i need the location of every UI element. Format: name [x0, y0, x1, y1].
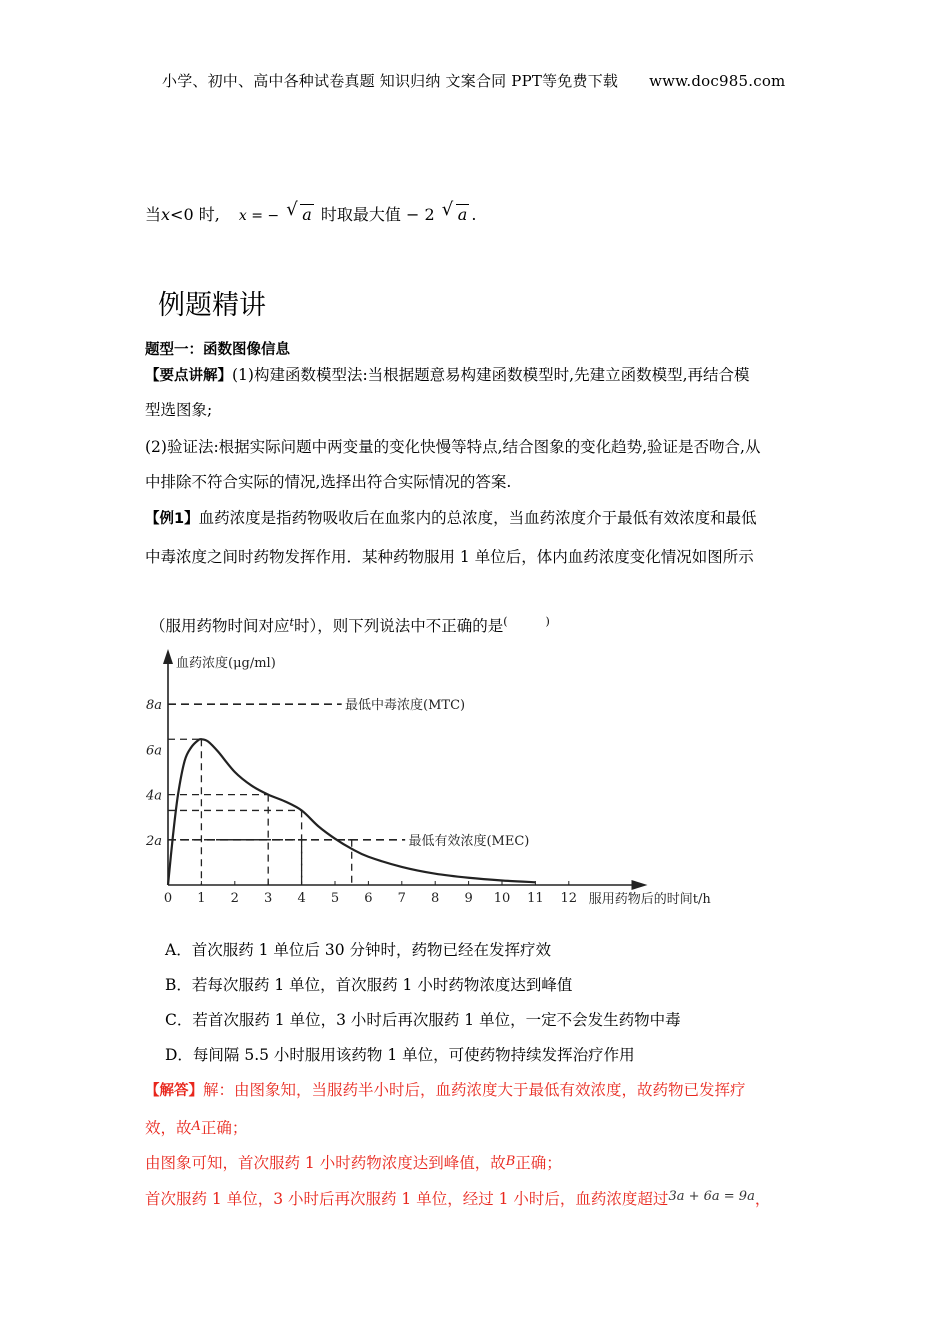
page-header — [162, 70, 785, 91]
section-title: 例题精讲 — [158, 290, 266, 321]
header-text: 小学、初中、高中各种试卷真题 知识归纳 文案合同 PPT等免费下载 — [162, 72, 619, 90]
formula-end: . — [471, 205, 477, 224]
example-tag: 【例1】 — [145, 511, 199, 527]
x-tick-label: 7 — [397, 891, 406, 906]
x-tick-label: 6 — [364, 891, 373, 906]
points-line-4: 中排除不符合实际的情况,选择出符合实际情况的答案. — [145, 473, 512, 491]
x-tick-label: 0 — [163, 891, 173, 906]
points-line-3: (2)验证法:根据实际问题中两变量的变化快慢等特点,结合图象的变化趋势,验证是否吻合,从 — [145, 438, 761, 456]
concentration-curve — [168, 739, 535, 885]
sqrt-a: √ a — [286, 205, 314, 224]
x-axis-arrow — [632, 880, 648, 890]
formula-text: 时取最大值 − 2 — [320, 205, 435, 224]
x-tick-label: 2 — [230, 891, 239, 906]
type-heading: 题型一：函数图像信息 — [145, 342, 290, 358]
option-d: D．每间隔 5.5 小时服用该药物 1 单位，可使药物持续发挥治疗作用 — [165, 1046, 635, 1064]
var-a: A — [191, 1119, 201, 1134]
x-tick-label: 12 — [560, 891, 578, 906]
formula-text: 当 — [145, 205, 162, 224]
sqrt-a-2: √ a — [442, 205, 470, 224]
x-tick-label: 8 — [431, 891, 440, 906]
formula-var: x — [161, 205, 171, 224]
paren-open: ( — [503, 615, 508, 628]
formula-eq: x = − — [238, 208, 280, 224]
example-line-2: 中毒浓度之间时药物发挥作用．某种药物服用 1 单位后，体内血药浓度变化情况如图所示 — [145, 548, 754, 566]
x-tick-label: 10 — [493, 891, 511, 906]
x-tick-label: 5 — [330, 891, 340, 906]
answer-line-4: 首次服药 1 单位，3 小时后再次服药 1 单位，经过 1 小时后，血药浓度超过$^{3a + 6a = 9a}$， — [145, 1189, 771, 1208]
example-line-3: （服用药物时间对应$^t$时），则下列说法中不正确的是( ) — [150, 615, 550, 635]
y-axis-arrow — [163, 649, 173, 664]
formula-text: <0 时, — [170, 205, 220, 224]
y-axis-label: 血药浓度(μg/ml) — [176, 656, 276, 671]
mtc-label: 最低中毒浓度(MTC) — [345, 698, 466, 714]
x-tick-label: 1 — [197, 891, 206, 906]
x-axis-label: 服用药物后的时间t/h — [588, 892, 711, 907]
points-line-2: 型选图象; — [145, 401, 213, 419]
answer-formula: 3a + 6a = 9a — [668, 1189, 755, 1204]
points-tag: 【要点讲解】 — [145, 368, 232, 384]
answer-tag: 【解答】 — [145, 1083, 203, 1099]
header-url[interactable]: www.doc985.com — [649, 72, 786, 90]
answer-line-1: 【解答】解：由图象知，当服药半小时后，血药浓度大于最低有效浓度，故药物已发挥疗 — [145, 1081, 746, 1099]
concentration-chart — [140, 645, 740, 915]
x-tick-label: 11 — [527, 891, 544, 906]
paren-close: ) — [545, 615, 550, 628]
points-line-1: 【要点讲解】(1)构建函数模型法:当根据题意易构建函数模型时,先建立函数模型,再结合模 — [145, 366, 750, 384]
y-tick-label: 8a — [145, 698, 162, 714]
var-t: t — [289, 616, 294, 629]
x-tick-label: 9 — [464, 891, 473, 906]
y-tick-label: 6a — [145, 743, 162, 759]
formula-line — [145, 202, 476, 225]
x-tick-label: 3 — [264, 891, 273, 906]
var-b: B — [505, 1154, 516, 1169]
example-line-1: 【例1】血药浓度是指药物吸收后在血浆内的总浓度，当血药浓度介于最低有效浓度和最低 — [145, 509, 757, 527]
mec-label: 最低有效浓度(MEC) — [408, 833, 530, 849]
option-c: C．若首次服药 1 单位，3 小时后再次服药 1 单位，一定不会发生药物中毒 — [165, 1011, 681, 1029]
y-tick-label: 4a — [145, 788, 162, 804]
x-tick-label: 4 — [297, 891, 306, 906]
option-b: B．若每次服药 1 单位，首次服药 1 小时药物浓度达到峰值 — [165, 976, 573, 994]
option-a: A．首次服药 1 单位后 30 分钟时，药物已经在发挥疗效 — [165, 941, 551, 959]
y-tick-label: 2a — [145, 833, 162, 849]
answer-line-2: 效，故A正确； — [145, 1119, 248, 1137]
answer-line-3: 由图象可知，首次服药 1 小时药物浓度达到峰值，故B正确； — [145, 1154, 562, 1172]
